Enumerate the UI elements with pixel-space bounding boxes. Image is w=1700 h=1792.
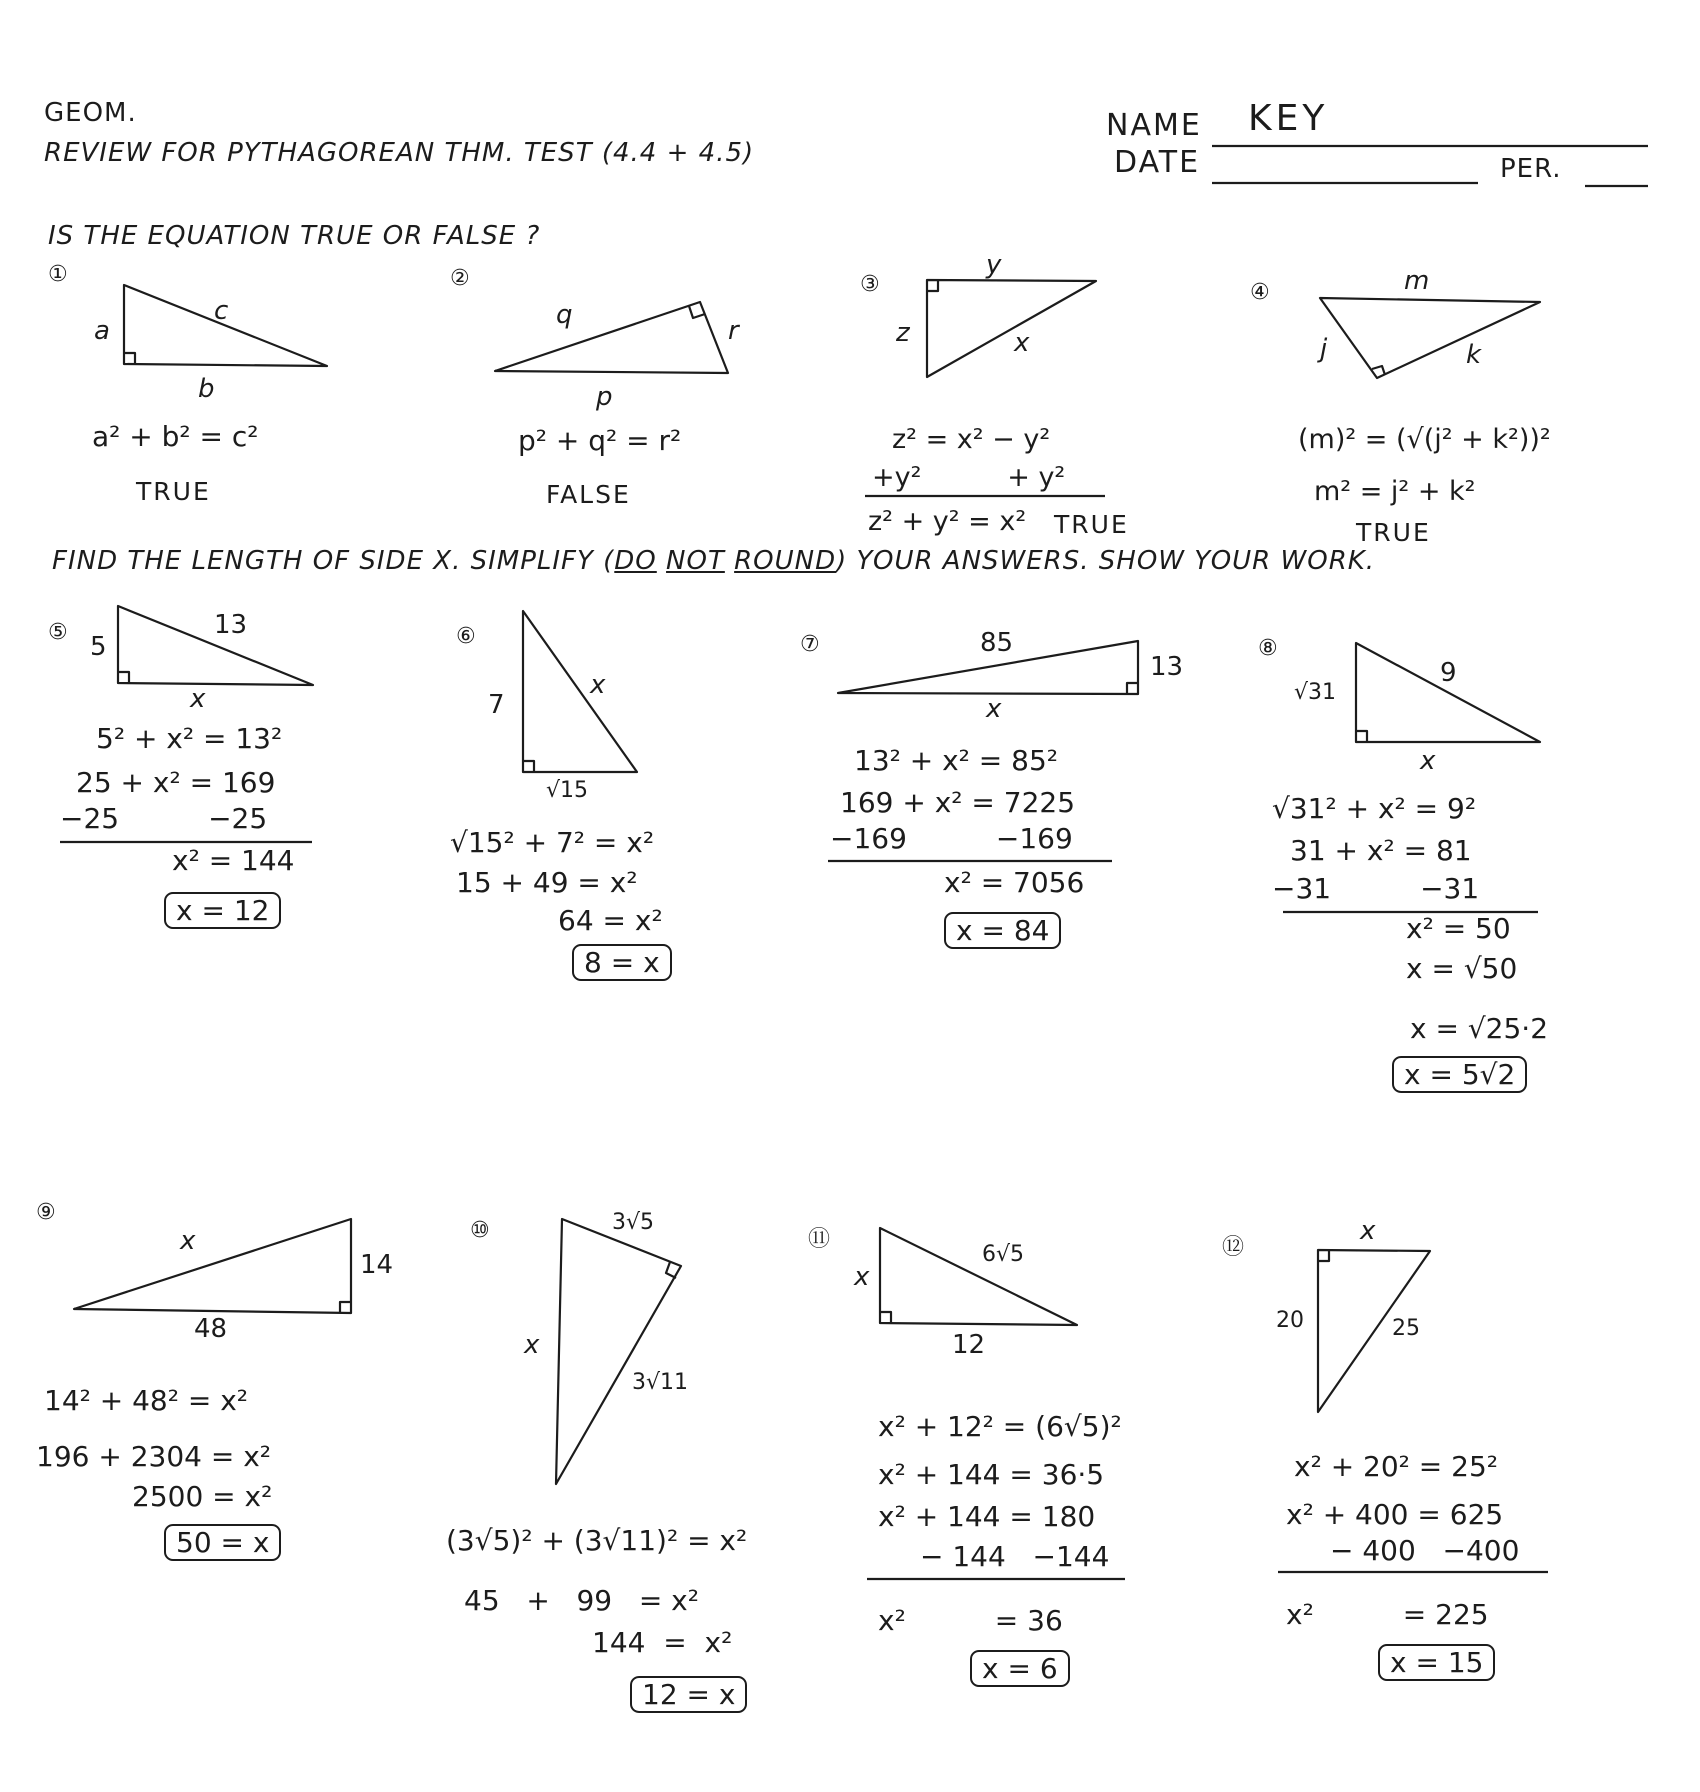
equation-line: 169 + x² = 7225 bbox=[840, 786, 1076, 819]
right-angle-mark-6 bbox=[523, 761, 534, 772]
triangle-4 bbox=[1320, 298, 1540, 378]
triangle-2 bbox=[495, 302, 728, 373]
equation-line: x = √25·2 bbox=[1410, 1012, 1549, 1045]
side-label-j: j bbox=[1320, 334, 1328, 364]
equation-line: z² + y² = x² bbox=[868, 506, 1027, 537]
right-angle-mark-11 bbox=[880, 1312, 891, 1323]
equation-line: √15² + 7² = x² bbox=[450, 826, 655, 859]
equation-line: m² = j² + k² bbox=[1314, 476, 1476, 507]
equation-line: x² = 225 bbox=[1286, 1598, 1489, 1631]
problem-number: ⑫ bbox=[1222, 1235, 1245, 1260]
side-label-3root11: 3√11 bbox=[632, 1370, 689, 1395]
side-label-q: q bbox=[556, 300, 573, 330]
equation-line: x² + 144 = 180 bbox=[878, 1500, 1096, 1533]
side-label-25: 25 bbox=[1392, 1316, 1420, 1341]
triangle-3 bbox=[927, 280, 1096, 377]
instruction-do: DO bbox=[614, 546, 657, 576]
problem-number: ⑩ bbox=[470, 1218, 490, 1243]
side-label-m: m bbox=[1404, 266, 1430, 296]
equation-line: (3√5)² + (3√11)² = x² bbox=[446, 1524, 748, 1557]
side-label-z: z bbox=[896, 318, 910, 348]
answer-box: x = 84 bbox=[944, 912, 1061, 949]
equation-line: x² + 400 = 625 bbox=[1286, 1498, 1504, 1531]
side-label-x: x bbox=[524, 1330, 540, 1360]
instruction-text: FIND THE LENGTH OF SIDE X. SIMPLIFY ( bbox=[52, 546, 615, 576]
problem-number: ④ bbox=[1250, 280, 1270, 305]
side-label-14: 14 bbox=[360, 1250, 394, 1280]
side-label-y: y bbox=[986, 250, 1002, 280]
side-label-7: 7 bbox=[488, 690, 505, 720]
verdict: FALSE bbox=[546, 480, 631, 509]
equation-line: 31 + x² = 81 bbox=[1290, 834, 1472, 867]
equation-line: −25 −25 bbox=[60, 802, 268, 835]
equation-line: 25 + x² = 169 bbox=[76, 766, 276, 799]
instruction-text: ) YOUR ANSWERS. SHOW YOUR WORK. bbox=[836, 546, 1376, 576]
equation-line: −31 −31 bbox=[1272, 872, 1480, 905]
side-label-k: k bbox=[1466, 340, 1482, 370]
side-label-a: a bbox=[94, 316, 110, 346]
right-angle-mark-3 bbox=[927, 280, 938, 291]
equation-line: 144 = x² bbox=[592, 1626, 733, 1659]
equation-line: x² = 50 bbox=[1406, 912, 1511, 945]
equation-line: 64 = x² bbox=[558, 904, 663, 937]
equation-line: p² + q² = r² bbox=[518, 424, 682, 457]
equation-line: a² + b² = c² bbox=[92, 420, 259, 453]
side-label-c: c bbox=[214, 296, 229, 326]
side-label-12: 12 bbox=[952, 1330, 986, 1360]
side-label-x: x bbox=[854, 1262, 870, 1292]
verdict: TRUE bbox=[1356, 518, 1431, 547]
side-label-13: 13 bbox=[214, 610, 248, 640]
equation-line: x² + 20² = 25² bbox=[1294, 1450, 1499, 1483]
right-angle-mark-12 bbox=[1318, 1250, 1329, 1261]
right-angle-mark-7 bbox=[1127, 683, 1138, 694]
equation-line: 196 + 2304 = x² bbox=[36, 1440, 272, 1473]
answer-box: 8 = x bbox=[572, 944, 672, 981]
side-label-x: x bbox=[986, 694, 1002, 724]
right-angle-mark-5 bbox=[118, 672, 129, 683]
side-label-root15: √15 bbox=[546, 778, 589, 803]
equation-line: x² + 144 = 36·5 bbox=[878, 1458, 1105, 1491]
equation-line: 5² + x² = 13² bbox=[96, 722, 283, 755]
problem-number: ① bbox=[48, 262, 68, 287]
period-label: PER. bbox=[1500, 154, 1562, 184]
equation-line: 14² + 48² = x² bbox=[44, 1384, 249, 1417]
answer-box: 50 = x bbox=[164, 1524, 281, 1561]
side-label-6root5: 6√5 bbox=[982, 1242, 1025, 1267]
side-label-20: 20 bbox=[1276, 1308, 1304, 1333]
side-label-r: r bbox=[728, 316, 739, 346]
equation-line: z² = x² − y² bbox=[892, 424, 1051, 455]
problem-number: ⑪ bbox=[808, 1227, 831, 1252]
equation-line: − 400 −400 bbox=[1330, 1534, 1520, 1567]
problem-number: ⑧ bbox=[1258, 636, 1278, 661]
problem-number: ⑥ bbox=[456, 624, 476, 649]
problem-number: ③ bbox=[860, 272, 880, 297]
answer-box: x = 6 bbox=[970, 1650, 1070, 1687]
problem-number: ② bbox=[450, 266, 470, 291]
date-label: DATE bbox=[1114, 145, 1201, 180]
answer-box: 12 = x bbox=[630, 1676, 747, 1713]
equation-line: x² = 36 bbox=[878, 1604, 1063, 1637]
page-title: REVIEW FOR PYTHAGOREAN THM. TEST (4.4 + 4.5) bbox=[44, 138, 755, 168]
instruction-round: ROUND bbox=[734, 546, 837, 576]
equation-line: − 144 −144 bbox=[920, 1540, 1110, 1573]
triangle-6 bbox=[523, 611, 637, 772]
section2-instruction bbox=[52, 546, 1375, 576]
side-label-x: x bbox=[190, 684, 206, 714]
equation-line: x² = 7056 bbox=[944, 866, 1085, 899]
equation-line: (m)² = (√(j² + k²))² bbox=[1298, 424, 1551, 455]
side-label-x: x bbox=[1360, 1216, 1376, 1246]
side-label-b: b bbox=[198, 374, 215, 404]
problem-number: ⑨ bbox=[36, 1200, 56, 1225]
side-label-13: 13 bbox=[1150, 652, 1184, 682]
equation-line: x² + 12² = (6√5)² bbox=[878, 1410, 1122, 1443]
side-label-9: 9 bbox=[1440, 658, 1457, 688]
side-label-x: x bbox=[1420, 746, 1436, 776]
equation-line: √31² + x² = 9² bbox=[1272, 792, 1477, 825]
side-label-x: x bbox=[180, 1226, 196, 1256]
side-label-p: p bbox=[596, 382, 613, 412]
answer-box: x = 5√2 bbox=[1392, 1056, 1527, 1093]
name-value: KEY bbox=[1248, 98, 1329, 139]
equation-line: x² = 144 bbox=[172, 844, 295, 877]
equation-line: +y² + y² bbox=[872, 462, 1066, 493]
triangle-9 bbox=[74, 1219, 351, 1313]
side-label-x: x bbox=[590, 670, 606, 700]
equation-line: −169 −169 bbox=[830, 822, 1073, 855]
answer-box: x = 15 bbox=[1378, 1644, 1495, 1681]
side-label-3root5: 3√5 bbox=[612, 1210, 655, 1235]
side-label-85: 85 bbox=[980, 628, 1014, 658]
section1-instruction: IS THE EQUATION TRUE OR FALSE ? bbox=[48, 221, 541, 251]
triangle-11 bbox=[880, 1228, 1077, 1325]
right-angle-mark-1 bbox=[124, 353, 135, 364]
name-label: NAME bbox=[1106, 108, 1202, 143]
equation-line: 45 + 99 = x² bbox=[464, 1584, 699, 1617]
answer-box: x = 12 bbox=[164, 892, 281, 929]
verdict: TRUE bbox=[1054, 510, 1129, 539]
equation-line: 13² + x² = 85² bbox=[854, 744, 1059, 777]
side-label-x: x bbox=[1014, 328, 1030, 358]
right-angle-mark-9 bbox=[340, 1302, 351, 1313]
course-label: GEOM. bbox=[44, 98, 137, 128]
triangle-10 bbox=[556, 1219, 681, 1484]
equation-line: 15 + 49 = x² bbox=[456, 866, 638, 899]
equation-line: x = √50 bbox=[1406, 952, 1518, 985]
problem-number: ⑦ bbox=[800, 632, 820, 657]
problem-number: ⑤ bbox=[48, 620, 68, 645]
side-label-48: 48 bbox=[194, 1314, 228, 1344]
right-angle-mark-8 bbox=[1356, 731, 1367, 742]
verdict: TRUE bbox=[136, 477, 211, 506]
side-label-root31: √31 bbox=[1294, 680, 1337, 705]
instruction-not: NOT bbox=[666, 546, 725, 576]
equation-line: 2500 = x² bbox=[132, 1480, 273, 1513]
side-label-5: 5 bbox=[90, 632, 107, 662]
